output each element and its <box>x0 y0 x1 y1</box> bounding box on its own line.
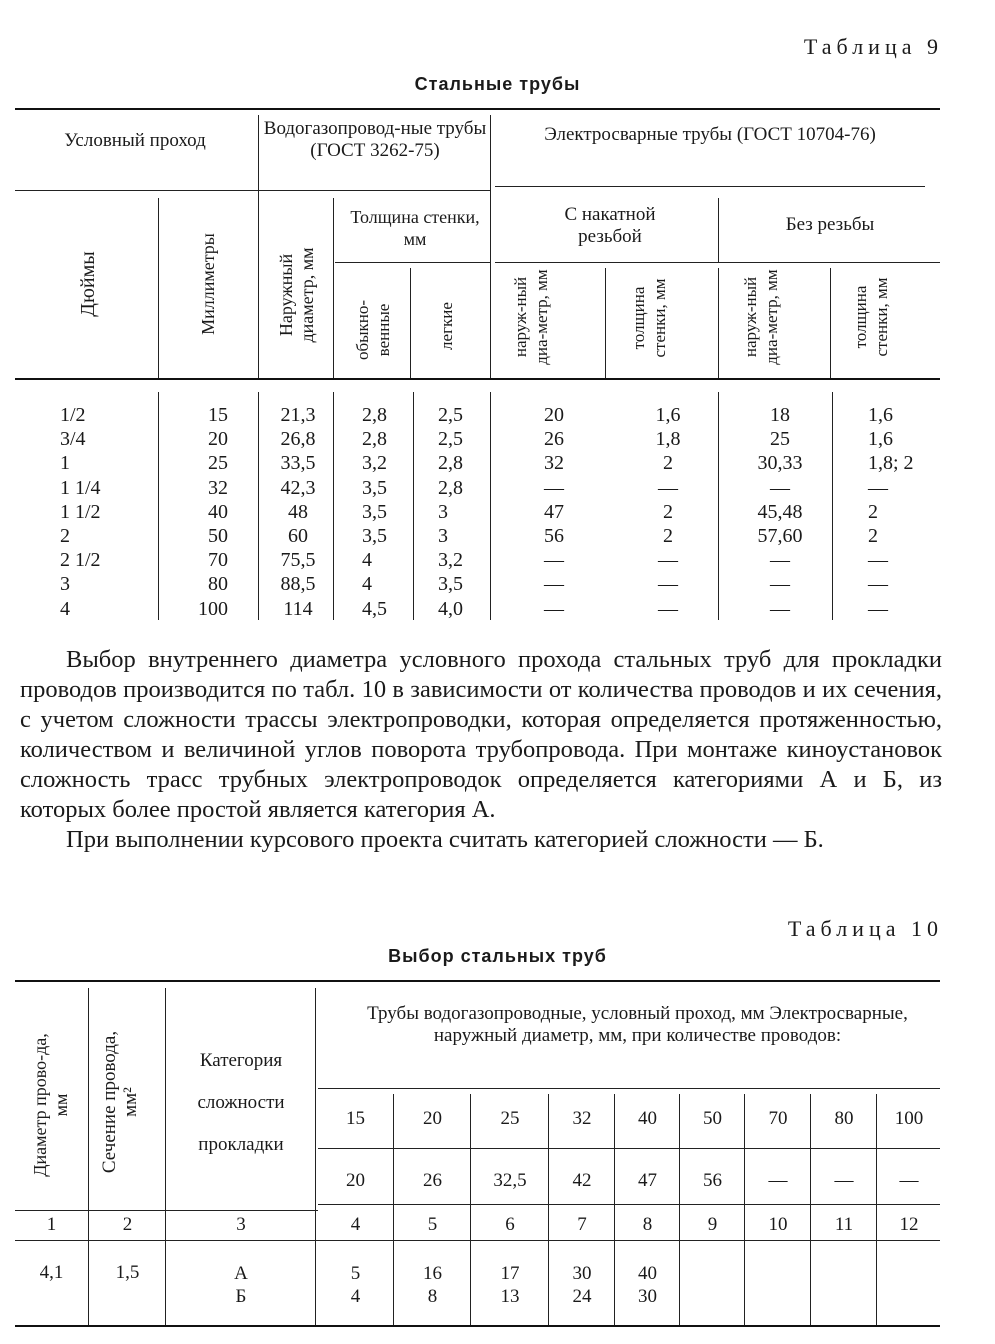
table-10-number: Таблица 10 <box>787 916 943 941</box>
table-9-title: Стальные трубы <box>414 74 581 94</box>
header-pipes: Трубы водогазопроводные, условный проход, мм Электросварные, наружный диаметр, мм, при количестве проводов: <box>367 1003 908 1046</box>
header-water-gas: Водогазопровод-ные трубы (ГОСТ 3262-75) <box>263 118 487 161</box>
table-9-number: Таблица 9 <box>803 34 943 59</box>
outer-cell: 47 <box>638 1170 657 1191</box>
row-value-cell: 16 8 <box>423 1263 442 1307</box>
nominal-cell: 20 <box>423 1108 442 1129</box>
col-mm: 15 20 25 32 40 50 70 80 100 <box>198 404 228 620</box>
paragraph: Выбор внутреннего диаметра условного прохода стальных труб для прокладки проводов производится по табл. 10 в зависимости от количества проводов и их сечения, с учетом сложности трассы электропроводки, которая определяется протяженностью, количеством и величиной углов поворота трубопровода. При монтаже киноустановок сложность трасс трубных электропроводок определяется категориями А и Б, из которых более простой является категория А. <box>20 646 942 823</box>
row-value-cell: 30 24 <box>572 1263 592 1307</box>
column-number: 4 <box>350 1214 361 1235</box>
column-number: 11 <box>834 1214 854 1235</box>
outer-cell: — <box>834 1170 854 1191</box>
nominal-cell: 100 <box>894 1108 924 1129</box>
column-number: 9 <box>707 1214 718 1235</box>
outer-cell: 32,5 <box>493 1170 527 1191</box>
header-nominal: Условный проход <box>64 130 206 151</box>
header-rolled-diameter: наруж-ный диа-метр, мм <box>511 269 551 365</box>
header-mm: Миллиметры <box>198 233 218 335</box>
header-wire-section: Сечение провода, мм² <box>99 1030 141 1174</box>
header-inches: Дюймы <box>77 251 99 317</box>
column-number: 5 <box>427 1214 438 1235</box>
outer-cell: 56 <box>703 1170 722 1191</box>
nominal-cell: 50 <box>703 1108 722 1129</box>
row-wire-section: 1,5 <box>115 1262 140 1283</box>
row-value-cell: 5 4 <box>350 1263 361 1307</box>
col-light: 2,5 2,5 2,8 2,8 3 3 3,2 3,5 4,0 <box>438 404 463 620</box>
header-outer-diameter: Наружный диаметр, мм <box>276 247 317 343</box>
body-text <box>20 645 942 855</box>
col-plain-diameter: 18 25 30,33 — 45,48 57,60 — — — <box>757 404 803 620</box>
col-rolled-diameter: 20 26 32 — 47 56 — — — <box>544 404 564 620</box>
header-no-thread: Без резьбы <box>785 214 875 235</box>
outer-cell: 42 <box>572 1170 592 1191</box>
header-wall-thickness: Толщина стенки, мм <box>350 207 480 249</box>
header-rolled: С накатной резьбой <box>564 204 656 247</box>
header-rolled-thickness: толщина стенки, мм <box>629 278 669 358</box>
col-plain-thickness: 1,6 1,6 1,8; 2 — 2 2 — — — <box>868 404 914 620</box>
nominal-cell: 80 <box>834 1108 854 1129</box>
column-number: 7 <box>577 1214 587 1235</box>
header-electro: Электросварные трубы (ГОСТ 10704-76) <box>544 124 876 145</box>
header-plain-diameter: наруж-ный диа-метр, мм <box>741 269 781 365</box>
col-rolled-thickness: 1,6 1,8 2 — 2 2 — — — <box>655 404 681 620</box>
column-number: 8 <box>642 1214 653 1235</box>
table-10-title: Выбор стальных труб <box>388 946 607 966</box>
col-outer-diameter: 21,3 26,8 33,5 42,3 48 60 75,5 88,5 114 <box>280 404 316 620</box>
outer-cell: — <box>899 1170 919 1191</box>
outer-cell: 20 <box>346 1170 365 1191</box>
nominal-cell: 40 <box>638 1108 657 1129</box>
header-plain-thickness: толщина стенки, мм <box>851 277 891 357</box>
header-category: Категория сложности прокладки <box>197 1050 285 1155</box>
nominal-cell: 15 <box>346 1108 365 1129</box>
nominal-cell: 70 <box>768 1108 788 1129</box>
col-inches: 1/2 3/4 1 1 1/4 1 1/2 2 2 1/2 3 4 <box>60 404 101 620</box>
column-number: 2 <box>122 1214 133 1235</box>
header-wire-diameter: Диаметр прово-да, мм <box>30 1033 71 1177</box>
column-number: 6 <box>505 1214 515 1235</box>
nominal-cell: 32 <box>572 1108 592 1129</box>
nominal-cell: 25 <box>500 1108 520 1129</box>
paragraph: При выполнении курсового проекта считать категорией сложности — Б. <box>66 826 824 853</box>
outer-cell: — <box>768 1170 788 1191</box>
column-number: 12 <box>899 1214 919 1235</box>
row-categories: А Б <box>234 1263 248 1307</box>
row-value-cell: 17 13 <box>500 1263 520 1307</box>
row-value-cell: 40 30 <box>638 1263 657 1307</box>
column-number: 10 <box>768 1214 788 1235</box>
col-ordinary: 2,8 2,8 3,2 3,5 3,5 3,5 4 4 4,5 <box>362 404 387 620</box>
row-wire-diameter: 4,1 <box>39 1262 64 1283</box>
header-ordinary: обыкно-венные <box>353 299 393 361</box>
outer-cell: 26 <box>423 1170 442 1191</box>
column-number: 3 <box>236 1214 246 1235</box>
header-light: легкие <box>437 302 456 350</box>
column-number: 1 <box>46 1214 57 1235</box>
